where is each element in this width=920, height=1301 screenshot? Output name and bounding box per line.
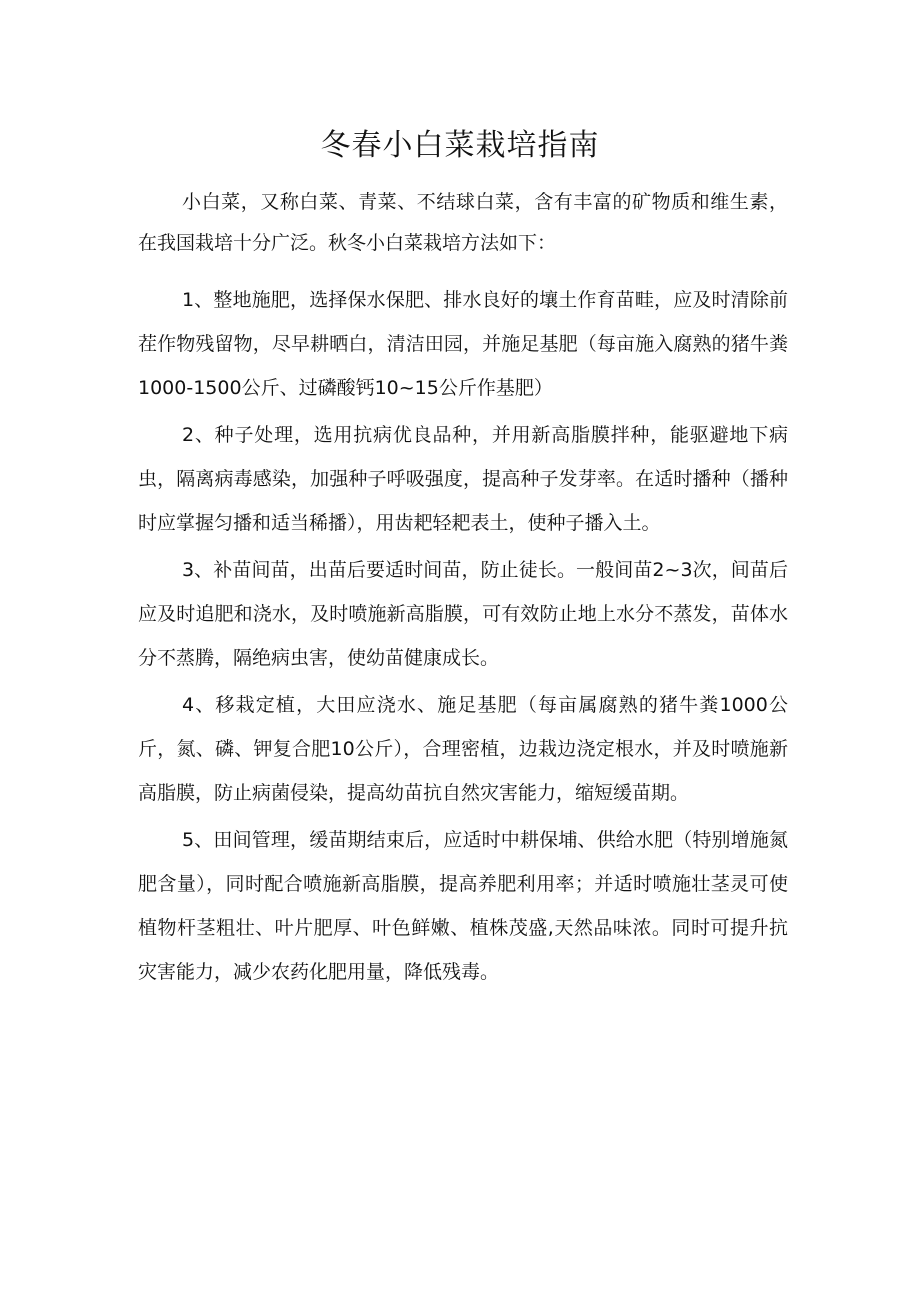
step-1-paragraph: 1、整地施肥，选择保水保肥、排水良好的壤土作育苗畦，应及时清除前茬作物残留物，尽早耕晒白，清洁田园，并施足基肥（每亩施入腐熟的猪牛粪1000-1500公斤、过磷酸钙10~15公斤作基肥）	[138, 289, 788, 399]
step-3-paragraph: 3、补苗间苗，出苗后要适时间苗，防止徒长。一般间苗2~3次，间苗后应及时追肥和浇水，及时喷施新高脂膜，可有效防止地上水分不蒸发，苗体水分不蒸腾，隔绝病虫害，使幼苗健康成长。	[138, 559, 788, 669]
step-2-paragraph: 2、种子处理，选用抗病优良品种，并用新高脂膜拌种，能驱避地下病虫，隔离病毒感染，加强种子呼吸强度，提高种子发芽率。在适时播种（播种时应掌握匀播和适当稀播），用齿耙轻耙表土，使种子播入土。	[138, 424, 788, 534]
step-4-paragraph: 4、移栽定植，大田应浇水、施足基肥（每亩属腐熟的猪牛粪1000公斤，氮、磷、钾复合肥10公斤），合理密植，边栽边浇定根水，并及时喷施新高脂膜，防止病菌侵染，提高幼苗抗自然灾害能力，缩短缓苗期。	[138, 694, 788, 804]
document-body	[138, 182, 788, 997]
document-title: 冬春小白菜栽培指南	[320, 128, 600, 163]
step-5-paragraph: 5、田间管理，缓苗期结束后，应适时中耕保埔、供给水肥（特别增施氮肥含量），同时配合喷施新高脂膜，提高养肥利用率；并适时喷施壮茎灵可使植物杆茎粗壮、叶片肥厚、叶色鲜嫩、植株茂盛,天然品味浓。同时可提升抗灾害能力，减少农药化肥用量，降低残毒。	[138, 829, 788, 983]
intro-paragraph: 小白菜，又称白菜、青菜、不结球白菜，含有丰富的矿物质和维生素，在我国栽培十分广泛。秋冬小白菜栽培方法如下：	[138, 191, 788, 254]
